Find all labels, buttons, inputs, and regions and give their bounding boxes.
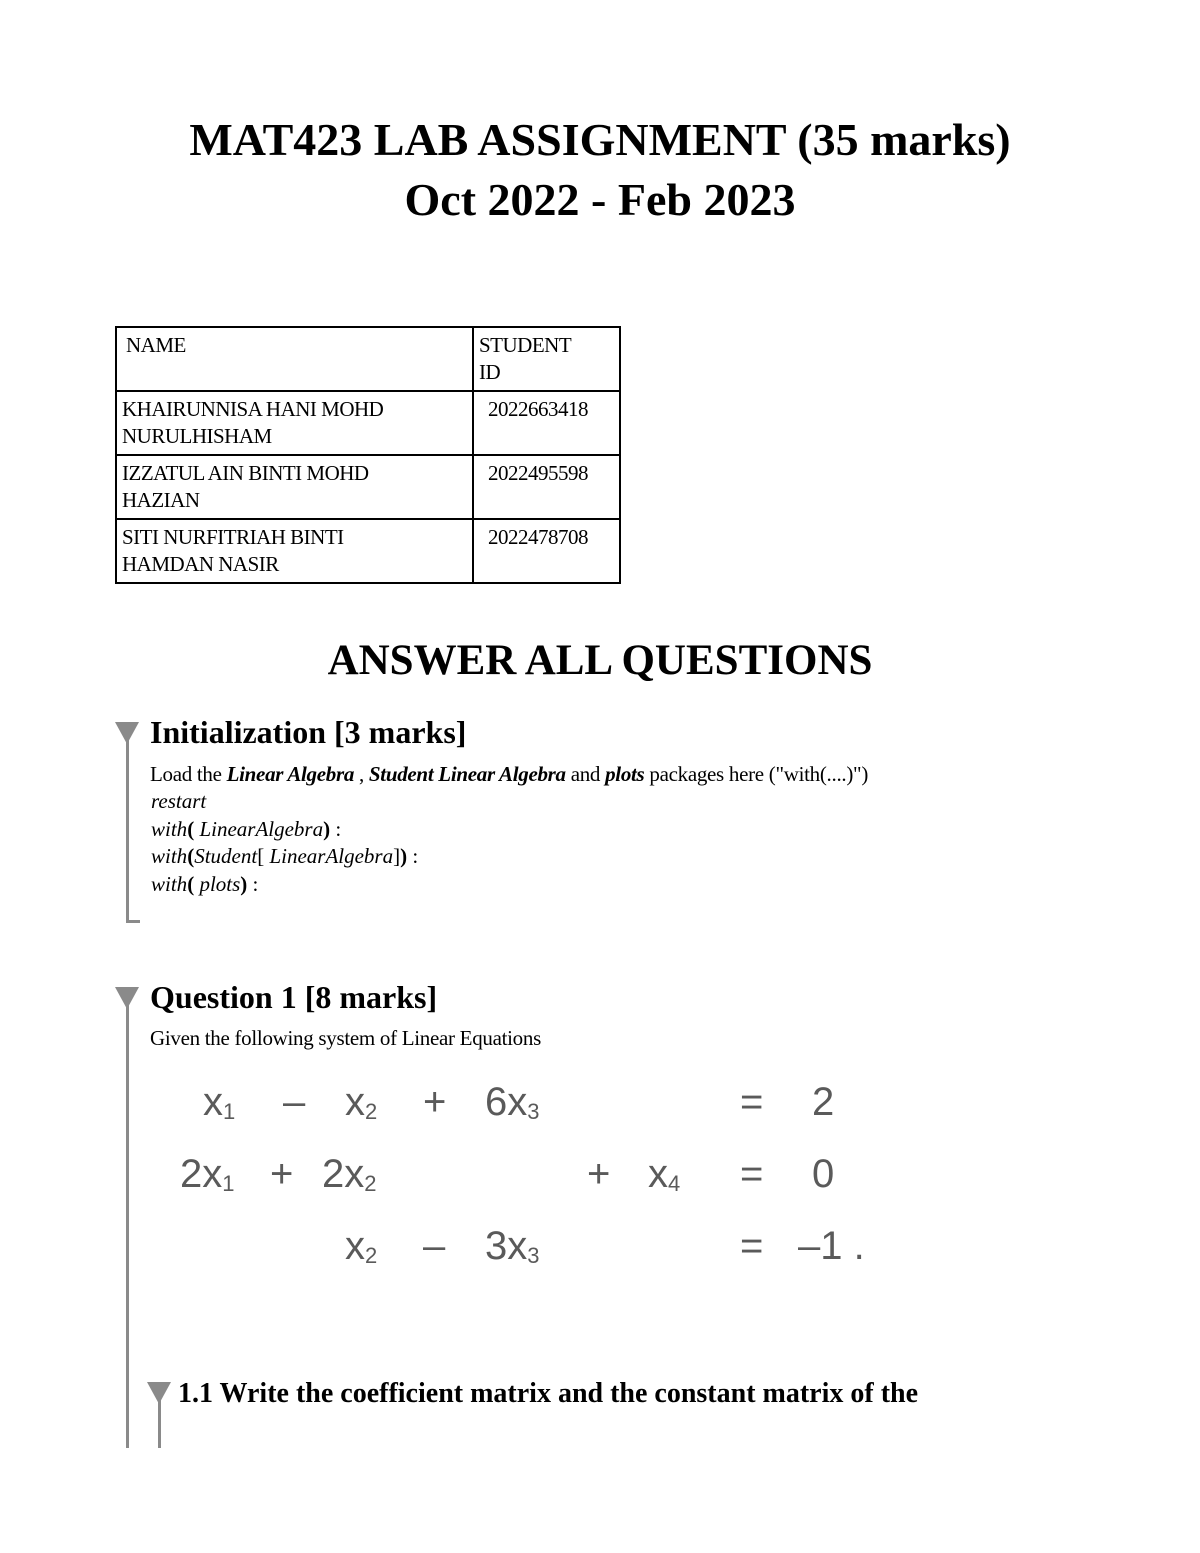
- name-column-header: NAME: [116, 327, 473, 391]
- code-line-with-linearalgebra[interactable]: with( LinearAlgebra) :: [151, 816, 342, 841]
- section-bracket-end: [126, 920, 140, 923]
- table-row: [116, 455, 620, 519]
- section-bracket-line: [126, 740, 129, 923]
- table-row: [116, 519, 620, 583]
- section-bracket-line: [126, 1005, 129, 1448]
- subsection-bracket-line: [158, 1400, 161, 1448]
- initialization-heading[interactable]: Initialization [3 marks]: [150, 714, 467, 750]
- answer-all-heading: ANSWER ALL QUESTIONS: [327, 637, 873, 684]
- student-id-column-header: STUDENT ID: [473, 327, 620, 391]
- document-title: MAT423 LAB ASSIGNMENT (35 marks): [189, 114, 1011, 165]
- student-id-cell: 2022495598: [473, 455, 620, 519]
- student-id-cell: 2022663418: [473, 391, 620, 455]
- student-name-cell: IZZATUL AIN BINTI MOHD HAZIAN: [116, 455, 473, 519]
- question1-1-heading[interactable]: 1.1 Write the coefficient matrix and the constant matrix of the: [178, 1378, 919, 1409]
- student-name-cell: SITI NURFITRIAH BINTI HAMDAN NASIR: [116, 519, 473, 583]
- question1-intro: Given the following system of Linear Equations: [150, 1026, 541, 1050]
- table-header-row: [116, 327, 620, 391]
- initialization-instruction: Load the Linear Algebra , Student Linear Algebra and plots packages here ("with(....)"): [150, 762, 869, 786]
- student-name-cell: KHAIRUNNISA HANI MOHD NURULHISHAM: [116, 391, 473, 455]
- question1-heading[interactable]: Question 1 [8 marks]: [150, 979, 438, 1015]
- code-line-with-student-linearalgebra[interactable]: with(Student[ LinearAlgebra]) :: [151, 844, 419, 868]
- student-table: [115, 326, 621, 584]
- code-line-restart[interactable]: restart: [151, 789, 207, 813]
- maple-input-block[interactable]: [151, 788, 418, 898]
- student-id-cell: 2022478708: [473, 519, 620, 583]
- code-line-with-plots[interactable]: with( plots) :: [151, 871, 259, 896]
- document-subtitle-term: Oct 2022 - Feb 2023: [404, 174, 796, 225]
- table-row: [116, 391, 620, 455]
